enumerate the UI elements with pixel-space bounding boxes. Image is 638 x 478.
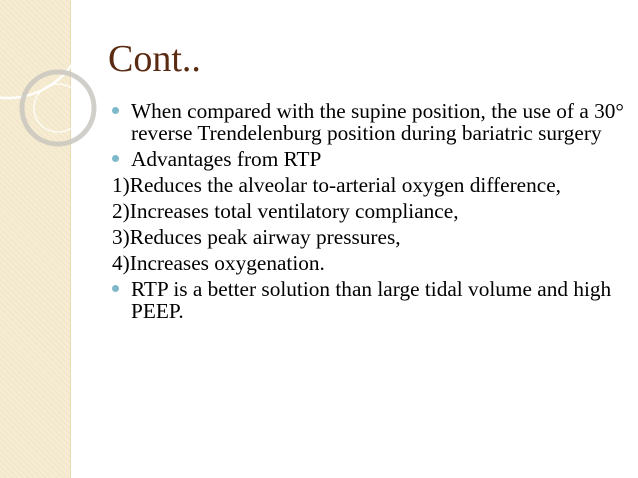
decorative-circle-small	[34, 84, 82, 132]
bullet-item	[110, 100, 630, 144]
numbered-item: 4)Increases oxygenation.	[112, 251, 325, 275]
bullet-text: RTP is a better solution than large tidal volume and high PEEP.	[131, 277, 612, 323]
bullet-text: Advantages from RTP	[131, 147, 322, 171]
numbered-item: 2)Increases total ventilatory compliance,	[112, 199, 459, 223]
slide-title: Cont..	[108, 38, 201, 80]
decorative-circle-ring	[22, 72, 94, 144]
bullet-dot-icon	[112, 155, 119, 162]
bullet-dot-icon	[112, 107, 119, 114]
bullet-item	[110, 148, 630, 170]
bullet-dot-icon	[112, 285, 119, 292]
numbered-item: 3)Reduces peak airway pressures,	[112, 225, 401, 249]
bullet-text: When compared with the supine position, the use of a 30° reverse Trendelenburg position during bariatric surgery	[131, 99, 624, 145]
decorative-circle-large	[0, 0, 86, 98]
slide-body	[110, 100, 630, 326]
numbered-item: 1)Reduces the alveolar to-arterial oxygen difference,	[112, 173, 561, 197]
bullet-item	[110, 278, 630, 322]
